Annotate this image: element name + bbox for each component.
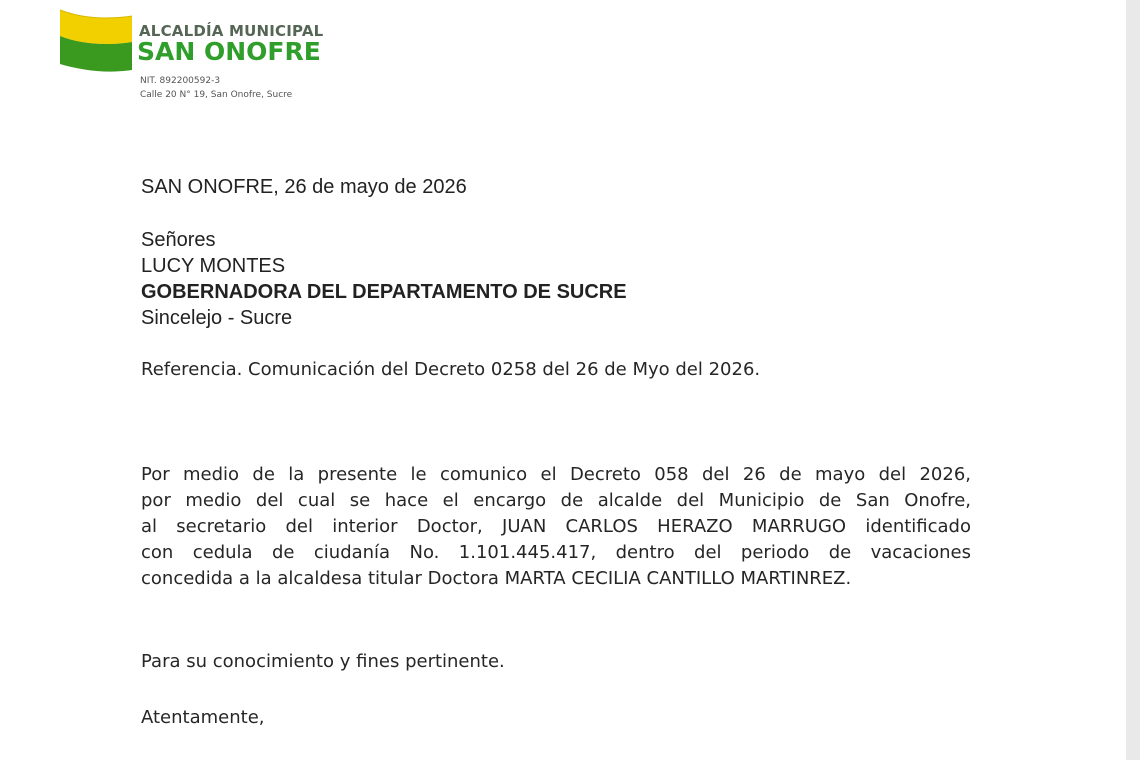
org-name: ALCALDÍA MUNICIPAL [139, 22, 324, 40]
body-paragraph [141, 462, 971, 592]
org-nit: NIT. 892200592-3 [140, 76, 221, 86]
closing-note: Para su conocimiento y fines pertinente. [141, 651, 505, 672]
org-title: SAN ONOFRE [137, 37, 321, 66]
recipient-location: Sincelejo - Sucre [141, 307, 293, 329]
body-line: Por medio de la presente le comunico el Decreto 058 del 26 de mayo del 2026, [141, 464, 971, 485]
recipient-name: LUCY MONTES [141, 255, 286, 277]
org-address: Calle 20 N° 19, San Onofre, Sucre [140, 90, 293, 100]
sign-off: Atentamente, [141, 707, 265, 728]
body-line: al secretario del interior Doctor, JUAN CARLOS HERAZO MARRUGO identificado [141, 516, 971, 537]
body-line: con cedula de ciudanía No. 1.101.445.417, dentro del periodo de vacaciones [141, 542, 971, 563]
flag-logo-icon [58, 8, 134, 74]
recipient-position: GOBERNADORA DEL DEPARTAMENTO DE SUCRE [141, 281, 627, 303]
page-edge [1126, 0, 1140, 760]
reference-line: Referencia. Comunicación del Decreto 0258 del 26 de Myo del 2026. [141, 359, 761, 380]
date-line: SAN ONOFRE, 26 de mayo de 2026 [141, 176, 467, 198]
recipient-salutation: Señores [141, 229, 216, 251]
body-line: concedida a la alcaldesa titular Doctora MARTA CECILIA CANTILLO MARTINREZ. [141, 568, 852, 589]
body-line: por medio del cual se hace el encargo de alcalde del Municipio de San Onofre, [141, 490, 971, 511]
